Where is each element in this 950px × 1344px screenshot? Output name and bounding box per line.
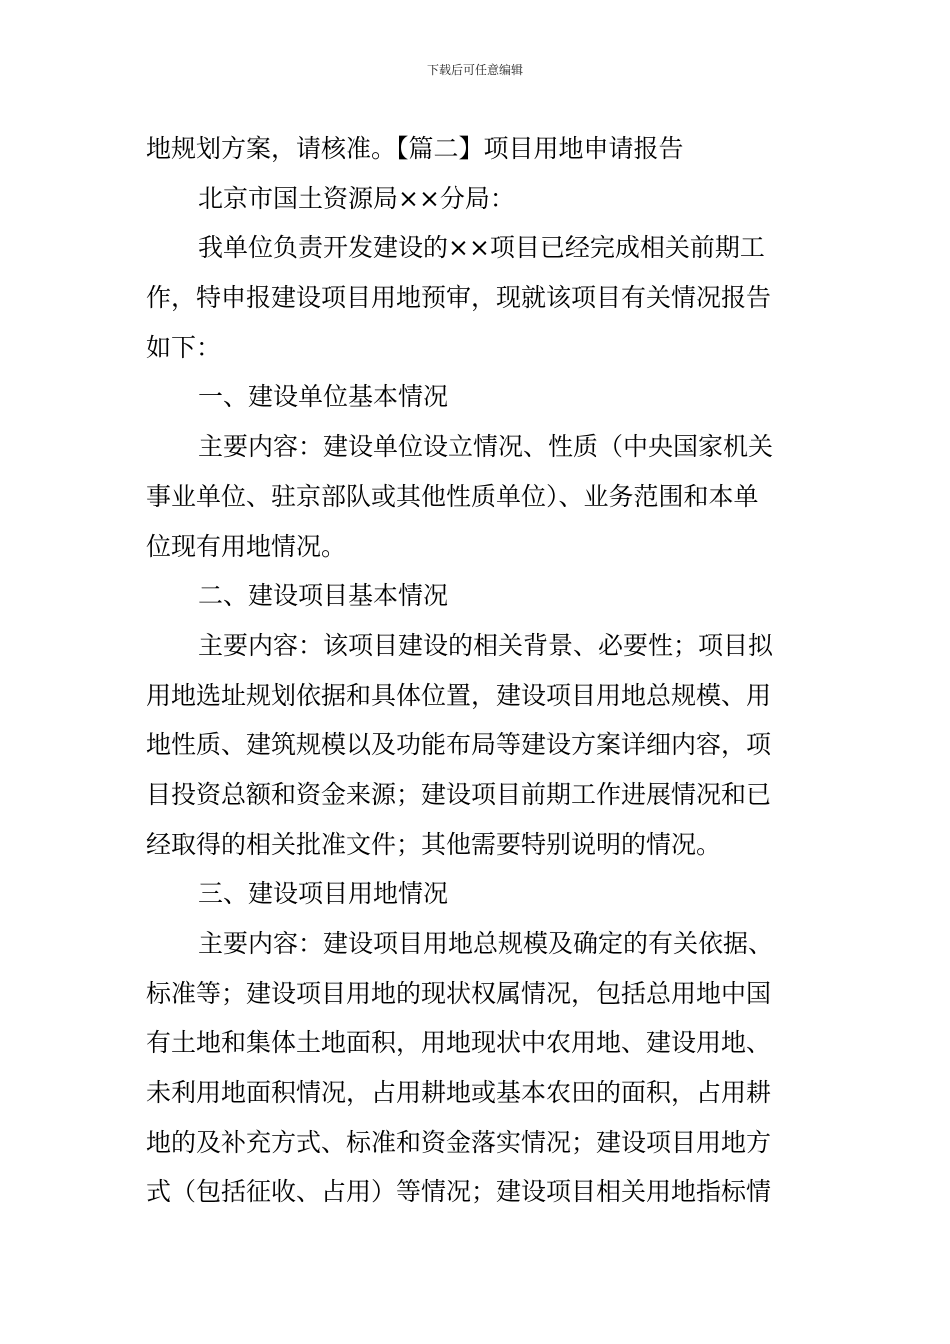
paragraph-line: 有土地和集体土地面积，用地现状中农用地、建设用地、 — [146, 1028, 772, 1058]
page-header: 下载后可任意编辑 — [426, 63, 523, 77]
paragraph-line: 用地选址规划依据和具体位置，建设项目用地总规模、用 — [146, 680, 772, 710]
paragraph-line: 未利用地面积情况，占用耕地或基本农田的面积，占用耕 — [146, 1078, 772, 1108]
paragraph-line: 我单位负责开发建设的××项目已经完成相关前期工 — [198, 233, 765, 263]
document-body — [146, 124, 812, 1217]
paragraph-line: 北京市国土资源局××分局： — [198, 183, 515, 213]
paragraph-line: 主要内容：建设项目用地总规模及确定的有关依据、 — [198, 929, 774, 958]
paragraph-line: 目投资总额和资金来源；建设项目前期工作进展情况和已 — [146, 779, 772, 809]
section-heading: 二、建设项目基本情况 — [198, 581, 449, 611]
paragraph-line: 标准等；建设项目用地的现状权属情况，包括总用地中国 — [146, 978, 772, 1008]
paragraph-line: 位现有用地情况。 — [146, 531, 347, 561]
paragraph-line: 主要内容：建设单位设立情况、性质（中央国家机关 — [198, 432, 774, 462]
paragraph-line: 作，特申报建设项目用地预审，现就该项目有关情况报告 — [146, 283, 772, 313]
paragraph-line: 地的及补充方式、标准和资金落实情况；建设项目用地方 — [146, 1127, 772, 1157]
paragraph-line: 如下： — [146, 332, 222, 362]
section-heading: 三、建设项目用地情况 — [198, 879, 449, 909]
paragraph-line: 地性质、建筑规模以及功能布局等建设方案详细内容，项 — [146, 730, 772, 760]
paragraph-line: 经取得的相关批准文件；其他需要特别说明的情况。 — [146, 829, 722, 859]
section-heading: 一、建设单位基本情况 — [198, 382, 449, 412]
paragraph-line: 事业单位、驻京部队或其他性质单位）、业务范围和本单 — [146, 481, 759, 511]
paragraph-line: 式（包括征收、占用）等情况；建设项目相关用地指标情 — [146, 1177, 772, 1207]
paragraph-line: 地规划方案，请核准。【篇二】项目用地申请报告 — [146, 134, 684, 163]
paragraph-line: 主要内容：该项目建设的相关背景、必要性；项目拟 — [198, 630, 774, 660]
